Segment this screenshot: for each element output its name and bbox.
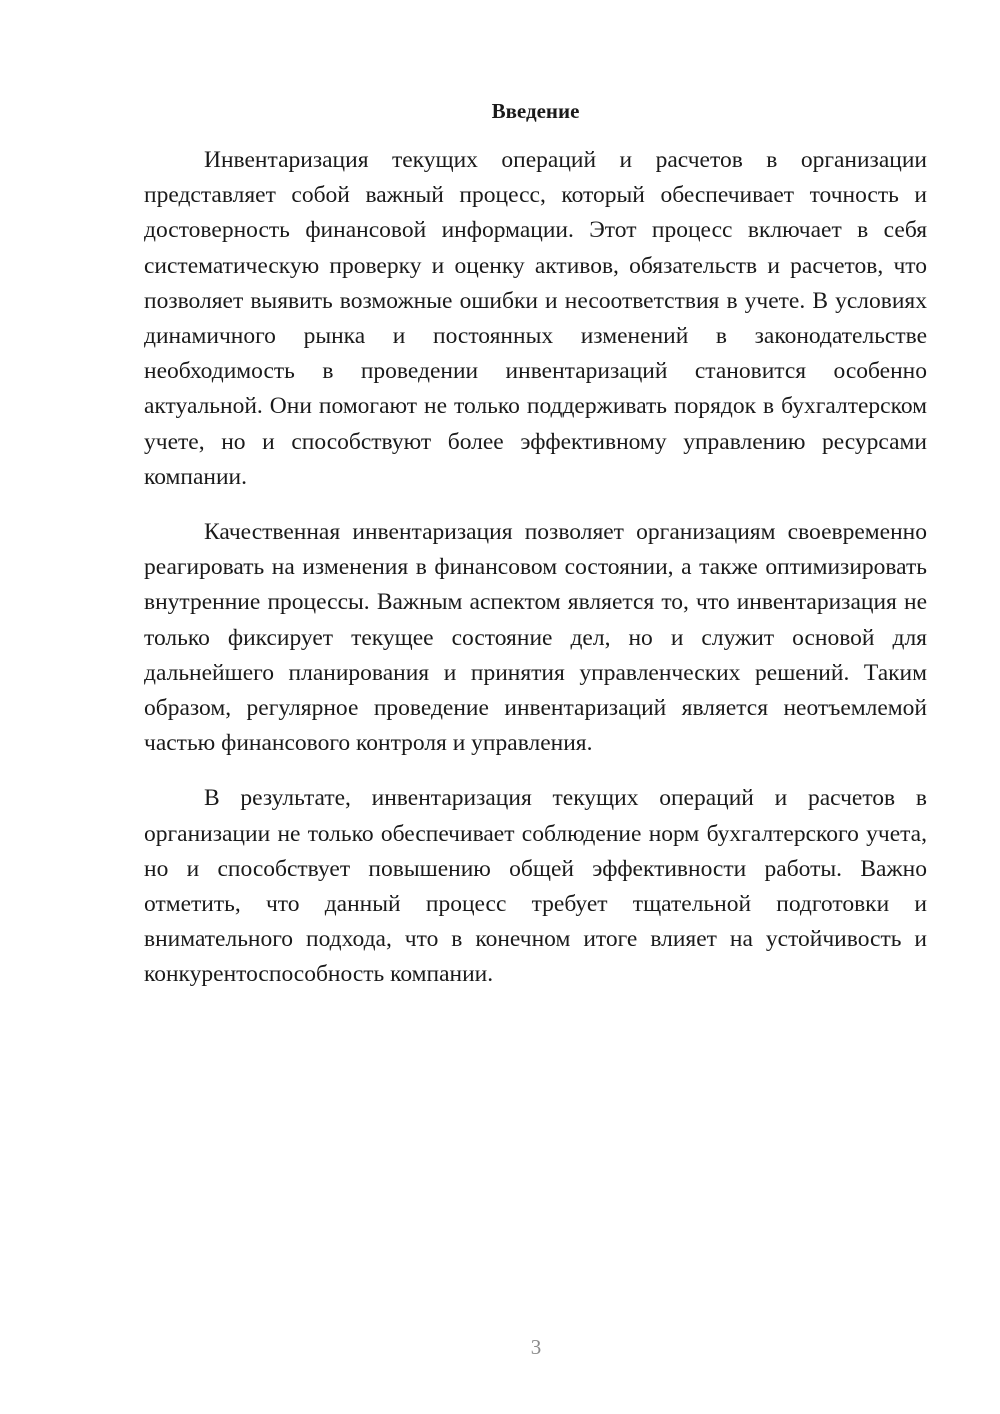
paragraph-2: Качественная инвентаризация позволяет организациям своевременно реагировать на изменения в финансовом состоянии, а также оптимизировать внутренние процессы. Важным аспектом является то, что инвентаризация не только фиксирует текущее состояние дел, но и служит основой для дальнейшего планирования и принятия управленческих решений. Таким образом, регулярное проведение инвентаризаций является неотъемлемой частью финансового контроля и управления.	[144, 519, 927, 757]
page-number: 3	[530, 1335, 542, 1359]
section-heading: Введение	[491, 99, 580, 123]
paragraph-1: Инвентаризация текущих операций и расчетов в организации представляет собой важный процесс, который обеспечивает точность и достоверность финансовой информации. Этот процесс включает в себя систематическую проверку и оценку активов, обязательств и расчетов, что позволяет выявить возможные ошибки и несоответствия в учете. В условиях динамичного рынка и постоянных изменений в законодательстве необходимость в проведении инвентаризаций становится особенно актуальной. Они помогают не только поддерживать порядок в бухгалтерском учете, но и способствуют более эффективному управлению ресурсами компании.	[144, 147, 927, 490]
body-text	[144, 143, 927, 1013]
paragraph-3: В результате, инвентаризация текущих операций и расчетов в организации не только обеспечивает соблюдение норм бухгалтерского учета, но и способствует повышению общей эффективности работы. Важно отметить, что данный процесс требует тщательной подготовки и внимательного подхода, что в конечном итоге влияет на устойчивость и конкурентоспособность компании.	[144, 785, 927, 988]
